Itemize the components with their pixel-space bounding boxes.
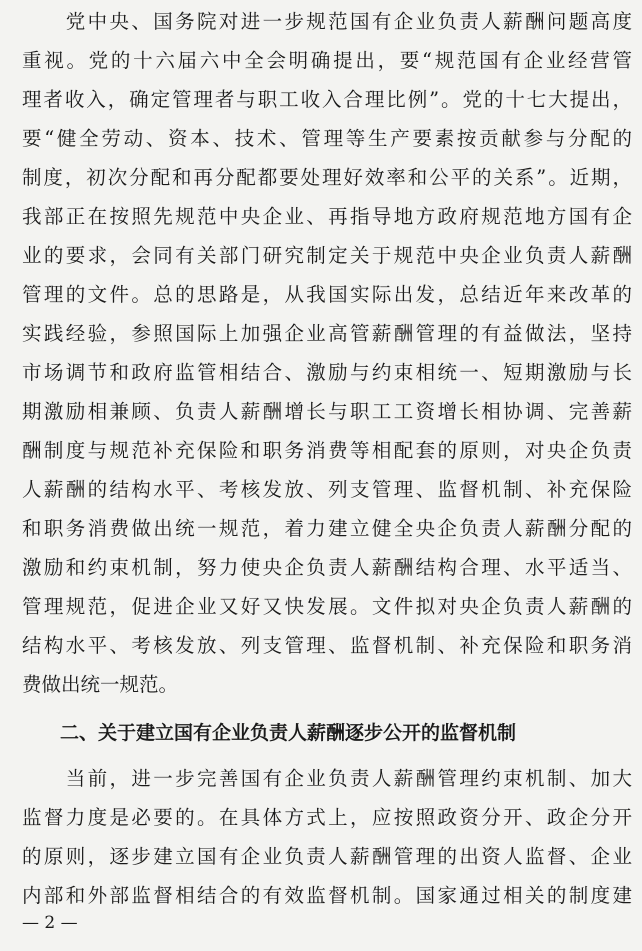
paragraph-line: 党中央、国务院对进一步规范国有企业负责人薪酬问题高度 [22,10,632,33]
paragraph-line: 理者收入，确定管理者与职工收入合理比例”。党的十七大提出， [22,88,632,111]
paragraph-line: 要“健全劳动、资本、技术、管理等生产要素按贡献参与分配的 [22,127,632,150]
paragraph-line: 当前，进一步完善国有企业负责人薪酬管理约束机制、加大 [22,767,632,790]
paragraph-line: 管理的文件。总的思路是，从我国实际出发，总结近年来改革的 [22,283,632,306]
paragraph-line: 期激励相兼顾、负责人薪酬增长与职工工资增长相协调、完善薪 [22,400,632,423]
section-heading: 二、关于建立国有企业负责人薪酬逐步公开的监督机制 [22,722,517,744]
paragraph-line: 监督力度是必要的。在具体方式上，应按照政资分开、政企分开 [22,806,632,829]
paragraph-line: 结构水平、考核发放、列支管理、监督机制、补充保险和职务消 [22,634,632,657]
paragraph-line: 实践经验，参照国际上加强企业高管薪酬管理的有益做法，坚持 [22,322,632,345]
paragraph-line: 和职务消费做出统一规范，着力建立健全央企负责人薪酬分配的 [22,517,632,540]
paragraph-line: 的原则，逐步建立国有企业负责人薪酬管理的出资人监督、企业 [22,845,632,868]
paragraph-line: 酬制度与规范补充保险和职务消费等相配套的原则，对央企负责 [22,439,632,462]
paragraph-line: 激励和约束机制，努力使央企负责人薪酬结构合理、水平适当、 [22,556,632,579]
paragraph-line: 管理规范，促进企业又好又快发展。文件拟对央企负责人薪酬的 [22,595,632,618]
page-number: — 2 — [22,913,78,933]
paragraph-line: 人薪酬的结构水平、考核发放、列支管理、监督机制、补充保险 [22,478,632,501]
paragraph-line: 市场调节和政府监管相结合、激励与约束相统一、短期激励与长 [22,361,632,384]
paragraph-line: 业的要求，会同有关部门研究制定关于规范中央企业负责人薪酬 [22,244,632,267]
paragraph-line: 费做出统一规范。 [22,673,179,696]
paragraph-line: 重视。党的十六届六中全会明确提出，要“规范国有企业经营管 [22,49,632,72]
paragraph-line: 我部正在按照先规范中央企业、再指导地方政府规范地方国有企 [22,205,632,228]
paragraph-line: 内部和外部监督相结合的有效监督机制。国家通过相关的制度建 [22,884,632,907]
paragraph-line: 制度，初次分配和再分配都要处理好效率和公平的关系”。近期， [22,166,632,189]
